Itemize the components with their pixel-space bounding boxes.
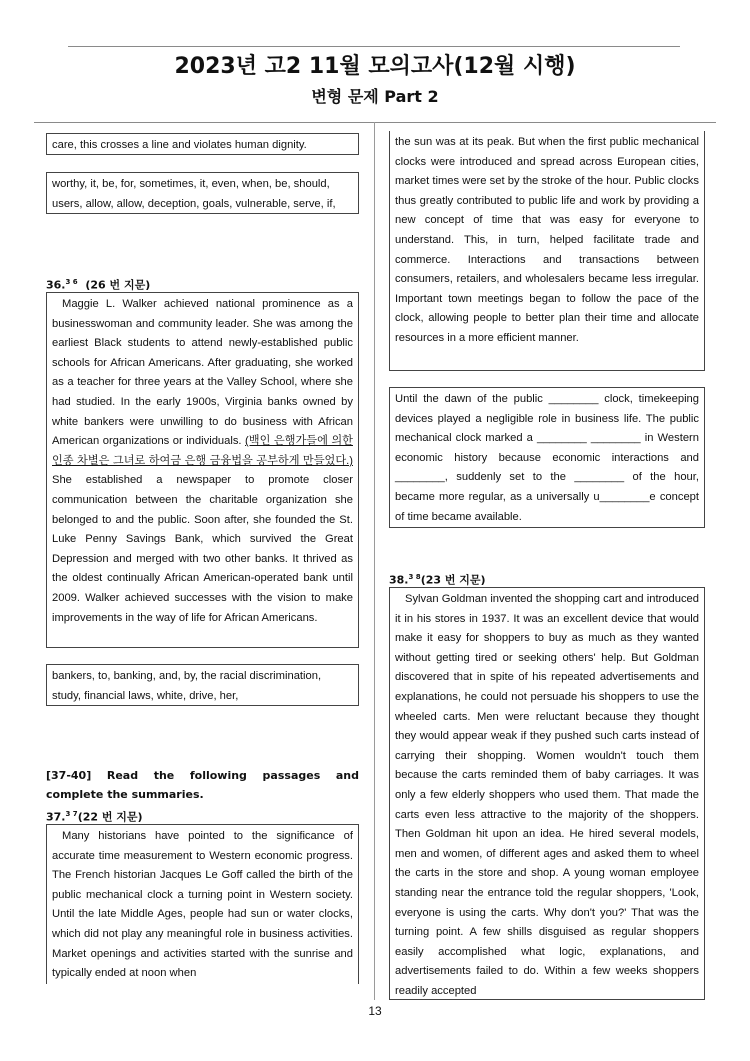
q36-superscript: 3 6 <box>65 278 78 286</box>
summary-37 <box>389 387 705 528</box>
q38-source: (23 번 지문) <box>420 573 486 587</box>
word-bank-36-text: bankers, to, banking, and, by, the racial discrimination, study, financial laws, white, drive, her, <box>52 670 322 702</box>
summary-37-text: Until the dawn of the public ________ clock, timekeeping devices played a negligible role in business life. The public mechanical clock marked a ________ ________ in Western economic history because economic interactions and ________, suddenly set to the ________ of the hour, became more regular, as a universally u________e concept of time became available. <box>395 393 699 523</box>
passage-37-continued <box>389 131 705 371</box>
page-title: 2023년 고2 11월 모의고사(12월 시행) <box>174 54 576 79</box>
word-bank-36 <box>46 664 359 706</box>
passage-36-paragraph <box>52 295 353 628</box>
word-bank-35-text: worthy, it, be, for, sometimes, it, even, when, be, should, users, allow, allow, deception, goals, vulnerable, serve, if, <box>52 178 336 210</box>
q36-number: 36. <box>46 278 66 292</box>
page-subtitle: 변형 문제 Part 2 <box>311 87 439 106</box>
passage-37-continued-text: the sun was at its peak. But when the first public mechanical clocks were introduced and spread across European cities, market times were set by the stroke of the hour. Public clocks thus greatly contributed to public life and work by providing a new concept of time that was easy for everyone to understand. This, in turn, helped facilitate trade and commerce. Interactions and transactions between consumers, retailers, and wholesalers became less irregular. Important town meetings began to follow the pace of the clock, allowing people to better plan their time and allocate resources in a more efficient manner. <box>395 136 699 344</box>
passage-36-text-a: Maggie L. Walker achieved national prominence as a businesswoman and community leader. She was among the earliest Black students to attend newly-established public schools for African Americans. After graduating, she worked as a teacher for three years at the Valley School, where she had studied. In the early 1900s, Virginia banks owned by white bankers were unwilling to do business with African American organizations or individuals. <box>52 298 353 448</box>
passage-36-underlined-korean: (백인 은행가들에 의한 인종 차별은 그녀로 하여금 은행 금융법을 공부하게 만들었다.) <box>52 435 353 467</box>
q36-source: (26 번 지문) <box>85 278 151 292</box>
word-bank-35 <box>46 172 359 214</box>
answer-box-dignity <box>46 133 359 155</box>
passage-36-text-b: She established a newspaper to promote closer communication between the charitable organization she belonged to and the public. Soon after, she founded the St. Luke Penny Savings Bank, which survived the Great Depression and merged with two other banks. It thrived as the oldest continually African American-operated bank until 2009. Walker achieved successes with the vision to make improvements in the way of life for African Americans. <box>52 474 353 624</box>
column-divider <box>374 122 375 1000</box>
passage-38 <box>389 587 705 1000</box>
passage-37 <box>46 824 359 984</box>
q37-source: (22 번 지문) <box>77 810 143 824</box>
passage-36 <box>46 292 359 648</box>
answer-box-dignity-text: care, this crosses a line and violates human dignity. <box>52 139 307 151</box>
header-rule <box>34 122 716 123</box>
q38-number: 38. <box>389 573 409 587</box>
passage-37-text: Many historians have pointed to the significance of accurate time measurement to Western economic progress. The French historian Jacques Le Goff called the birth of the public mechanical clock a turning point in Western society. Until the late Middle Ages, people had sun or water clocks, which did not play any meaningful role in business activities. Market openings and activities started with the sunrise and typically ended at noon when <box>52 830 353 980</box>
passage-38-text: Sylvan Goldman invented the shopping cart and introduced it in his stores in 1937. It was an excellent device that would make it easy for shoppers to buy as much as they wanted without getting tired or seeking others' help. But Goldman discovered that in spite of his repeated advertisements and explanations, he could not persuade his shoppers to use the wheeled carts. Men were reluctant because they thought they would appear weak if they pushed such carts instead of carrying their shopping. Women wouldn't touch them because the carts reminded them of baby carriages. It was only a few elderly shoppers who used them. That made the carts even less attractive to the majority of the shoppers. Then Goldman hit upon an idea. He hired several models, men and women, of different ages and asked them to wheel the carts in the store and shop. A young woman employee standing near the entrance told the regular shoppers, 'Look, everyone is using the carts. Why don't you?' That was the turning point. A few shills disguised as regular shoppers easily accomplished what logic, explanations, and advertisements failed to do. Within a few weeks shoppers readily accepted <box>395 593 699 997</box>
page-number: 13 <box>368 1004 382 1018</box>
instructions-37-40: [37-40] Read the following passages and complete the summaries. <box>46 769 359 801</box>
q37-superscript: 3 7 <box>65 810 78 818</box>
top-rule <box>68 46 680 47</box>
q38-superscript: 3 8 <box>408 573 421 581</box>
q37-number: 37. <box>46 810 66 824</box>
